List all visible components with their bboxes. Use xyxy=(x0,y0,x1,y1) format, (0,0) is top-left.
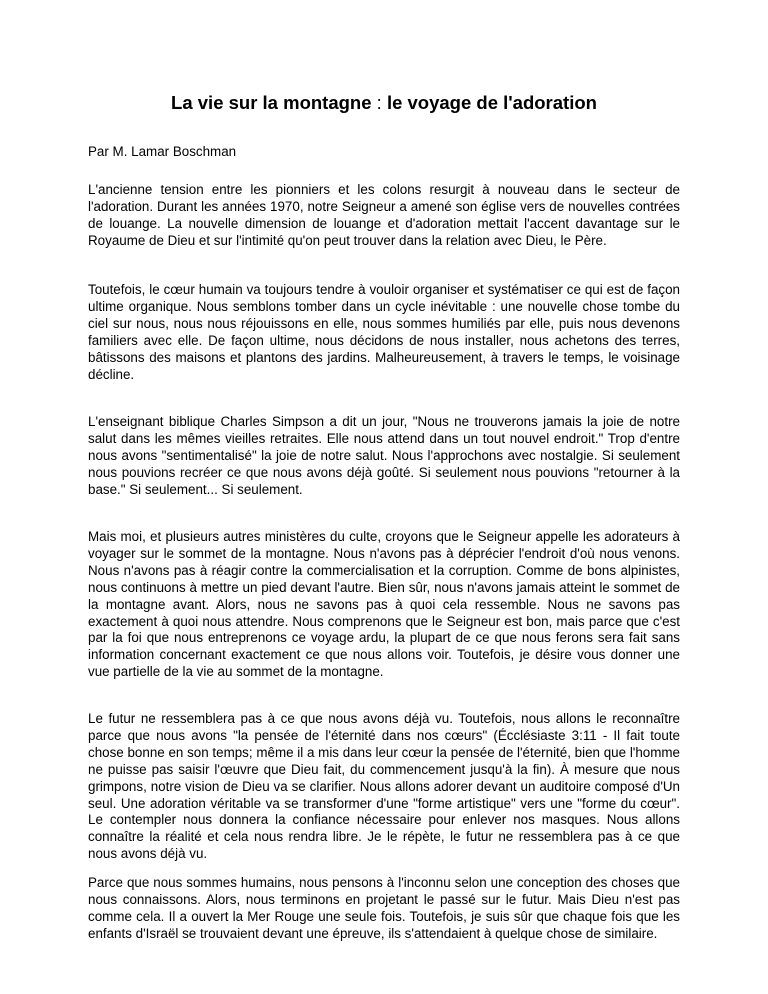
paragraph-1: L'ancienne tension entre les pionniers et les colons resurgit à nouveau dans le secteur de l'adoration. Durant les années 1970, notre Seigneur a amené son église vers de nouvelles contrées de louange. La nouvelle dimension de louange et d'adoration mettait l'accent davantage sur le Royaume de Dieu et sur l'intimité qu'on peut trouver dans la relation avec Dieu, le Père. xyxy=(88,182,680,248)
author-line: Par M. Lamar Boschman xyxy=(88,144,237,159)
paragraph-5: Le futur ne ressemblera pas à ce que nous avons déjà vu. Toutefois, nous allons le reconnaître parce que nous avons "la pensée de l'éternité dans nos cœurs" (Écclésiaste 3:11 - Il fait toute chose bonne en son temps; même il a mis dans leur cœur la pensée de l'éternité, bien que l'homme ne puisse pas saisir l'œuvre que Dieu fait, du commencement jusqu'à la fin). À mesure que nous grimpons, notre vision de Dieu va se clarifier. Nous allons adorer devant un auditoire composé d'Un seul. Une adoration véritable va se transformer d'une "forme artistique" vers une "forme du cœur". Le contempler nous donnera la confiance nécessaire pour enlever nos masques. Nous allons connaître la réalité et cela nous rendra libre. Je le répète, le futur ne ressemblera pas à ce que nous avons déjà vu. xyxy=(88,711,680,862)
page-title xyxy=(88,92,680,114)
paragraph-6: Parce que nous sommes humains, nous pensons à l'inconnu selon une conception des choses que nous connaissons. Alors, nous terminons en projetant le passé sur le futur. Mais Dieu n'est pas comme cela. Il a ouvert la Mer Rouge une seule fois. Toutefois, je suis sûr que chaque fois que les enfants d'Israël se trouvaient devant une épreuve, ils s'attendaient à quelque chose de similaire. xyxy=(88,875,680,941)
paragraph-2: Toutefois, le cœur humain va toujours tendre à vouloir organiser et systématiser ce qui est de façon ultime organique. Nous semblons tomber dans un cycle inévitable : une nouvelle chose tombe du ciel sur nous, nous nous réjouissons en elle, nous sommes humiliés par elle, puis nous devenons familiers avec elle. De façon ultime, nous décidons de nous installer, nous achetons des terres, bâtissons des maisons et plantons des jardins. Malheureusement, à travers le temps, le voisinage décline. xyxy=(88,282,680,382)
title-main: La vie sur la montagne xyxy=(171,92,372,113)
paragraph-3: L'enseignant biblique Charles Simpson a dit un jour, "Nous ne trouverons jamais la joie de notre salut dans les mêmes vieilles retraites. Elle nous attend dans un tout nouvel endroit." Trop d'entre nous avons "sentimentalisé" la joie de notre salut. Nous l'approchons avec nostalgie. Si seulement nous pouvions recréer ce que nous avons déjà goûté. Si seulement nous pouvions "retourner à la base." Si seulement... Si seulement. xyxy=(88,414,680,497)
paragraph-4: Mais moi, et plusieurs autres ministères du culte, croyons que le Seigneur appelle les adorateurs à voyager sur le sommet de la montagne. Nous n'avons pas à déprécier l'endroit d'où nous venons. Nous n'avons pas à réagir contre la commercialisation et la corruption. Comme de bons alpinistes, nous continuons à mettre un pied devant l'autre. Bien sûr, nous n'avons jamais atteint le sommet de la montagne avant. Alors, nous ne savons pas à quoi cela ressemble. Nous ne savons pas exactement à quoi nous attendre. Nous comprenons que le Seigneur est bon, mais parce que c'est par la foi que nous entreprenons ce voyage ardu, la plupart de ce que nous ferons sera fait sans information concernant exactement ce que nous allons voir. Toutefois, je désire vous donner une vue partielle de la vie au sommet de la montagne. xyxy=(88,529,680,680)
title-subtitle: le voyage de l'adoration xyxy=(386,92,597,113)
title-separator: : xyxy=(371,92,387,113)
